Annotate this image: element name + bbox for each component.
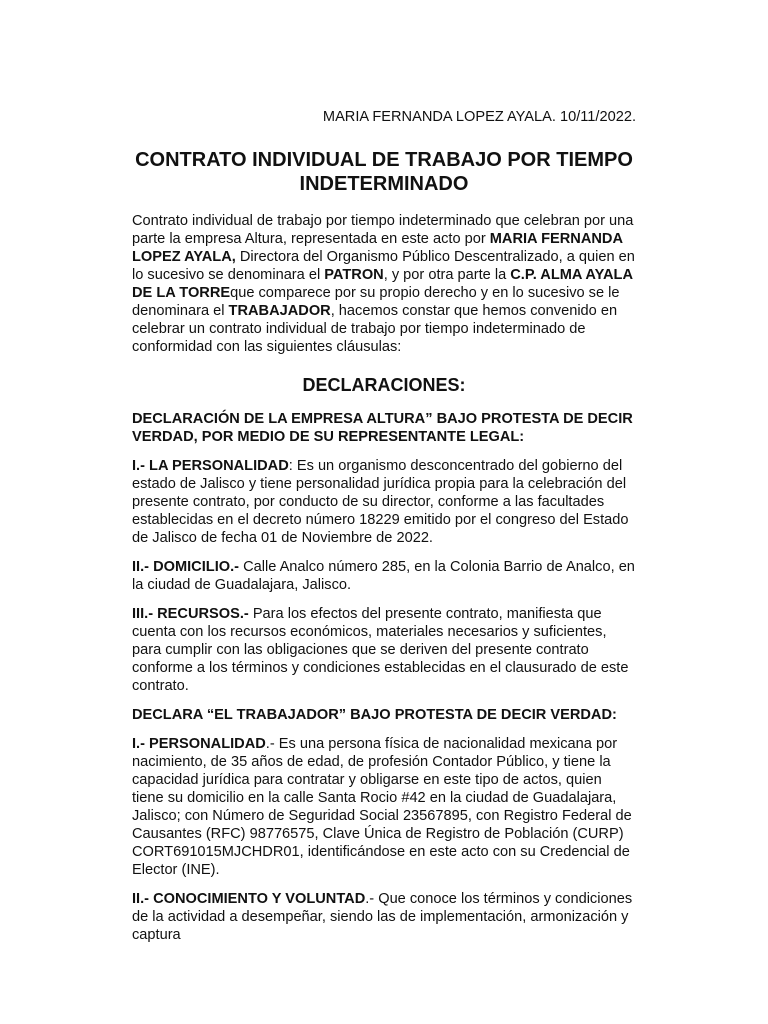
intro-text-4: que comparece por su propio derecho y en lo sucesivo se le denominara el [132,285,620,319]
clause-recursos-label: III.- RECURSOS.- [132,606,249,622]
clause-personalidad-label: I.- LA PERSONALIDAD [132,458,289,474]
clause-personalidad-text: : Es un organismo desconcentrado del gobierno del estado de Jalisco y tiene personalidad jurídica propia para la celebración del presente contrato, por conducto de su director, conforme a las facultades establecidas en el decreto número 18229 emitido por el congreso del Estado de Jalisco de fecha 01 de Noviembre de 2022. [132,458,629,546]
clause-personalidad [132,457,636,547]
clause-domicilio-label: II.- DOMICILIO.- [132,559,240,575]
document-title-line-1: CONTRATO INDIVIDUAL DE TRABAJO POR TIEMPO [135,149,633,171]
trabajador-declaration-heading: DECLARA “EL TRABAJADOR” BAJO PROTESTA DE DECIR VERDAD: [132,707,617,723]
clause-trabajador-personalidad [132,735,636,879]
author-date-line: MARIA FERNANDA LOPEZ AYALA. 10/11/2022. [322,109,636,125]
clause-trabajador-personalidad-text: .- Es una persona física de nacionalidad mexicana por nacimiento, de 35 años de edad, de profesión Contador Público, y tiene la capacidad jurídica para contratar y obligarse en este tipo de actos, quien tiene su domicilio en la calle Santa Rocio #42 en la ciudad de Guadalajara, Jalisco; con Número de Seguridad Social 23567895, con Registro Federal de Causantes (RFC) 98776575, Clave Única de Registro de Población (CURP) CORT691015MJCHDR01, identificándose en este acto con su Credencial de Elector (INE). [132,736,632,878]
clause-trabajador-personalidad-label: I.- PERSONALIDAD [132,736,266,752]
clause-recursos [132,605,636,695]
intro-text-1: Contrato individual de trabajo por tiempo indeterminado que celebran por una parte la empresa Altura, representada en este acto por [132,213,634,247]
document-title-line-2: INDETERMINADO [299,173,469,195]
empresa-declaration-heading: DECLARACIÓN DE LA EMPRESA ALTURA” BAJO PROTESTA DE DECIR VERDAD, POR MEDIO DE SU REPRESENTANTE LEGAL: [132,411,633,445]
document-title [132,148,636,196]
intro-bold-representative: MARIA FERNANDA LOPEZ AYALA, [132,231,623,265]
intro-text-2: Directora del Organismo Público Descentralizado, a quien en lo sucesivo se denominara el [132,249,635,283]
clause-domicilio [132,558,636,594]
clause-recursos-text: Para los efectos del presente contrato, manifiesta que cuenta con los recursos económicos, materiales necesarios y suficientes, para cumplir con las obligaciones que se deriven del presente contrato conforme a los términos y condiciones establecidas en el clausurado de este contrato. [132,606,629,694]
clause-conocimiento-label: II.- CONOCIMIENTO Y VOLUNTAD [132,891,366,907]
intro-text-3: , y por otra parte la [383,267,511,283]
intro-bold-patron: PATRON [324,267,384,283]
declaraciones-heading: DECLARACIONES: [302,375,466,395]
clause-conocimiento-text: .- Que conoce los términos y condiciones de la actividad a desempeñar, siendo las de implementación, armonización y captura [132,891,633,943]
clause-domicilio-text: Calle Analco número 285, en la Colonia Barrio de Analco, en la ciudad de Guadalajara, Jalisco. [132,559,635,593]
intro-text-5: , hacemos constar que hemos convenido en celebrar un contrato individual de trabajo por tiempo indeterminado de conformidad con las siguientes cláusulas: [132,303,618,355]
intro-bold-worker-name: C.P. ALMA AYALA DE LA TORRE [132,267,633,301]
clause-conocimiento [132,890,636,944]
intro-bold-trabajador: TRABAJADOR [228,303,331,319]
intro-paragraph [132,212,636,356]
